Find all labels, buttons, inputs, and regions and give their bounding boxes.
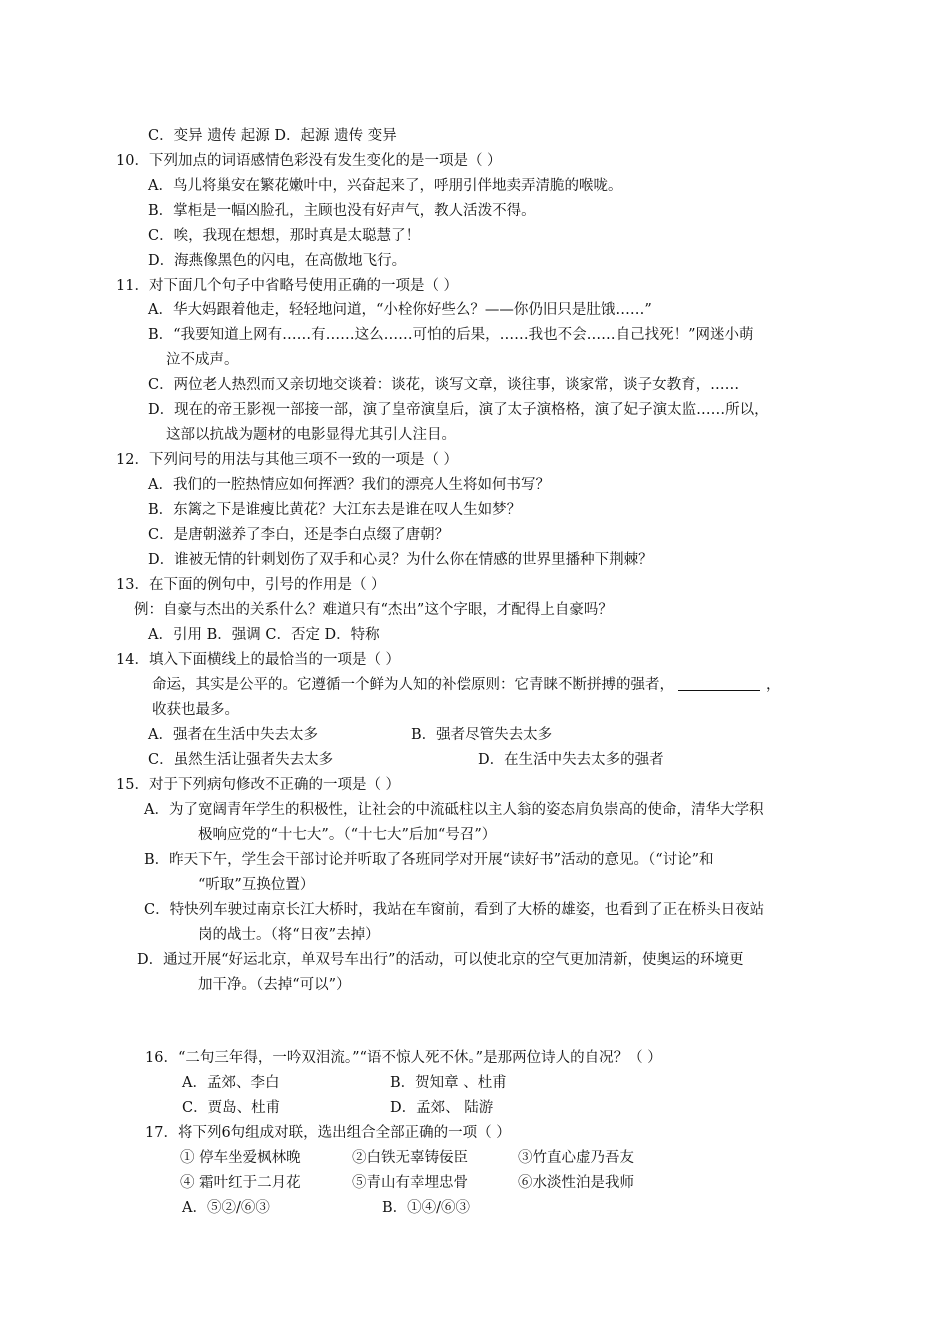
q13-example: 例：自豪与杰出的关系什么？难道只有“杰出”这个字眼，才配得上自豪吗？: [134, 602, 613, 618]
q16-option-a: A．孟郊、李白: [182, 1075, 280, 1091]
q14-blank-line: [678, 676, 760, 691]
question-12: 12．下列问号的用法与其他三项不一致的一项是（ ）: [116, 452, 459, 468]
question-10: 10．下列加点的词语感情色彩没有发生变化的是一项是（ ）: [116, 153, 502, 169]
q14-sentence-comma: ，: [766, 677, 781, 693]
q14-option-b: B．强者尽管失去太多: [411, 727, 553, 743]
q17-option-b: B．①④/⑥③: [382, 1200, 471, 1216]
q11-option-c: C．两位老人热烈而又亲切地交谈着：谈花，谈写文章，谈往事，谈家常，谈子女教育，……: [148, 377, 740, 393]
q11-option-d-line2: 这部以抗战为题材的电影显得尤其引人注目。: [166, 427, 456, 443]
q10-option-d: D．海燕像黑色的闪电，在高傲地飞行。: [148, 253, 407, 269]
q15-option-d-line1: D．通过开展“好运北京，单双号车出行”的活动，可以使北京的空气更加清新，使奥运的环境更: [137, 952, 744, 968]
question-14: 14．填入下面横线上的最恰当的一项是（ ）: [116, 652, 401, 668]
q12-option-c: C．是唐朝滋养了李白，还是李白点缀了唐朝？: [148, 527, 450, 543]
q13-options: A．引用 B．强调 C．否定 D．特称: [148, 627, 380, 643]
q12-option-b: B．东篱之下是谁瘦比黄花？大江东去是谁在叹人生如梦？: [148, 502, 522, 518]
q17-item-1: ① 停车坐爱枫林晚: [180, 1150, 301, 1166]
q10-option-b: B．掌柜是一幅凶脸孔，主顾也没有好声气，教人活泼不得。: [148, 203, 536, 219]
q17-option-a: A．⑤②/⑥③: [182, 1200, 270, 1216]
q16-option-c: C．贾岛、杜甫: [182, 1100, 281, 1116]
q14-sentence-line1: [152, 675, 781, 695]
q14-option-d: D．在生活中失去太多的强者: [478, 752, 664, 768]
q12-option-d: D．谁被无情的针刺划伤了双手和心灵？为什么你在情感的世界里播种下荆棘？: [148, 552, 653, 568]
question-15: 15．对于下列病句修改不正确的一项是（ ）: [116, 777, 401, 793]
question-11: 11．对下面几个句子中省略号使用正确的一项是（ ）: [116, 278, 459, 294]
q11-option-b-line2: 泣不成声。: [166, 352, 239, 368]
q15-option-d-line2: 加干净。（去掉“可以”）: [198, 977, 351, 993]
q15-option-b-line2: “听取”互换位置）: [198, 877, 315, 893]
q15-option-a-line2: 极响应党的“十七大”。（“十七大”后加“号召”）: [198, 827, 497, 843]
q15-option-a-line1: A．为了宽阔青年学生的积极性，让社会的中流砥柱以主人翁的姿态肩负崇高的使命，清华大学积: [144, 802, 764, 818]
question-17: 17．将下列6句组成对联，选出组合全部正确的一项（ ）: [145, 1125, 511, 1141]
q14-option-c: C．虽然生活让强者失去太多: [148, 752, 334, 768]
q14-sentence-line2: 收获也最多。: [152, 702, 239, 718]
question-16: 16．“二句三年得，一吟双泪流。”“语不惊人死不休。”是那两位诗人的自况？（ ）: [145, 1050, 662, 1066]
q11-option-a: A．华大妈跟着他走，轻轻地问道，“小栓你好些么？——你仍旧只是肚饿……”: [148, 302, 652, 318]
q14-sentence-text: 命运，其实是公平的。它遵循一个鲜为人知的补偿原则：它青睐不断拼搏的强者，: [152, 677, 674, 693]
q16-option-d: D．孟郊、 陆游: [390, 1100, 494, 1116]
q17-item-5: ⑤青山有幸埋忠骨: [352, 1175, 468, 1191]
q11-option-b-line1: B．“我要知道上网有……有……这么……可怕的后果，……我也不会……自己找死！”网迷小萌: [148, 327, 754, 343]
q17-item-3: ③竹直心虚乃吾友: [518, 1150, 634, 1166]
q16-option-b: B．贺知章 、杜甫: [390, 1075, 507, 1091]
q9-options-cd: C．变异 遗传 起源 D．起源 遗传 变异: [148, 128, 397, 144]
q15-option-b-line1: B．昨天下午，学生会干部讨论并听取了各班同学对开展“读好书”活动的意见。（“讨论”和: [144, 852, 714, 868]
q15-option-c-line2: 岗的战士。（将“日夜”去掉）: [198, 927, 380, 943]
q15-option-c-line1: C．特快列车驶过南京长江大桥时，我站在车窗前，看到了大桥的雄姿，也看到了正在桥头日夜站: [144, 902, 765, 918]
q10-option-c: C．唉，我现在想想，那时真是太聪慧了！: [148, 228, 421, 244]
q11-option-d-line1: D．现在的帝王影视一部接一部，演了皇帝演皇后，演了太子演格格，演了妃子演太监……所以，: [148, 402, 769, 418]
q14-option-a: A．强者在生活中失去太多: [148, 727, 318, 743]
q17-item-4: ④ 霜叶红于二月花: [180, 1175, 301, 1191]
q10-option-a: A．鸟儿将巢安在繁花嫩叶中，兴奋起来了，呼朋引伴地卖弄清脆的喉咙。: [148, 178, 623, 194]
q12-option-a: A．我们的一腔热情应如何挥洒？我们的漂亮人生将如何书写？: [148, 477, 550, 493]
q17-item-2: ②白铁无辜铸佞臣: [352, 1150, 468, 1166]
q17-item-6: ⑥水淡性泊是我师: [518, 1175, 634, 1191]
question-13: 13．在下面的例句中，引号的作用是（ ）: [116, 577, 386, 593]
